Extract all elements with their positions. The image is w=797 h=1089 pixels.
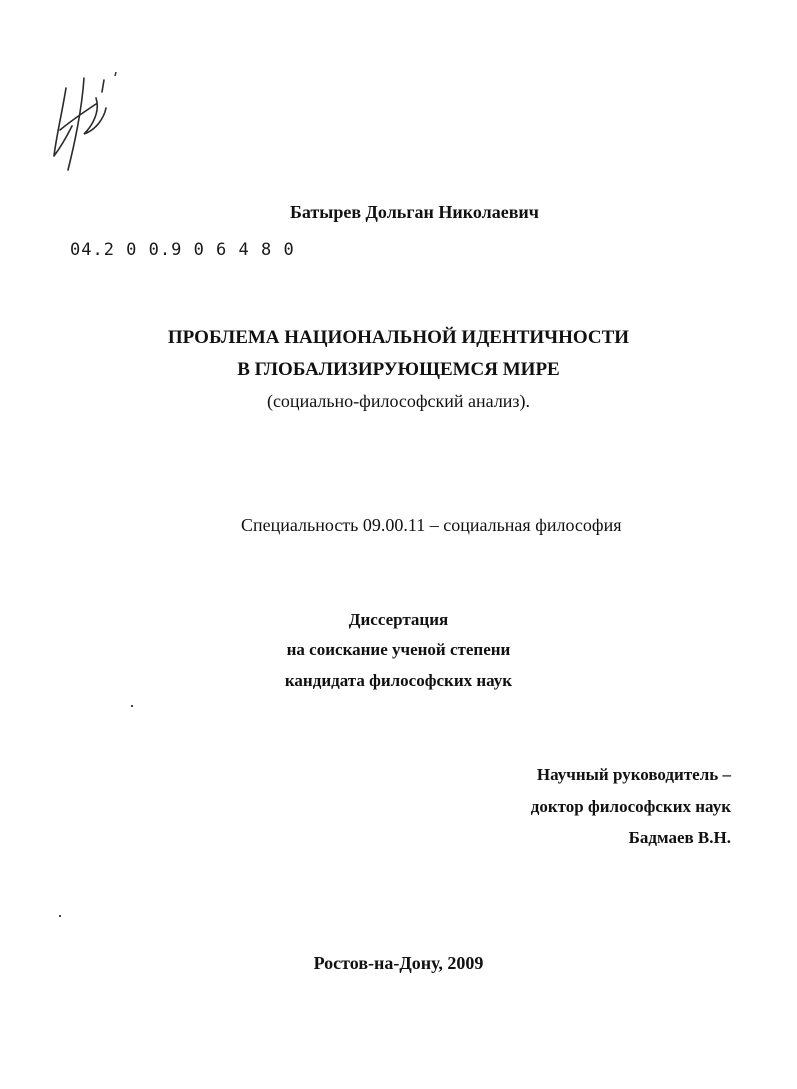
advisor-role: Научный руководитель – [536,765,731,784]
archive-number: 04.2 0 0.9 0 6 4 8 0 [70,240,295,260]
advisor-degree: доктор философских наук [530,797,731,816]
specialty: Специальность 09.00.11 – социальная философия [241,515,622,535]
title-line-2: В ГЛОБАЛИЗИРУЮЩЕМСЯ МИРЕ [237,359,560,380]
title-line-1: ПРОБЛЕМА НАЦИОНАЛЬНОЙ ИДЕНТИЧНОСТИ [167,327,630,348]
place-and-year: Ростов-на-Дону, 2009 [313,953,484,973]
advisor-name: Бадмаев В.Н. [628,828,731,847]
scan-speck [59,915,61,917]
degree-line-3: кандидата философских наук [284,671,513,690]
subtitle: (социально-философский анализ). [266,391,531,411]
author-name: Батырев Дольган Николаевич [290,202,539,222]
degree-line-2: на соискание ученой степени [286,640,511,659]
degree-line-1: Диссертация [348,610,449,629]
handwritten-signature [44,68,128,178]
scan-speck [131,705,133,707]
